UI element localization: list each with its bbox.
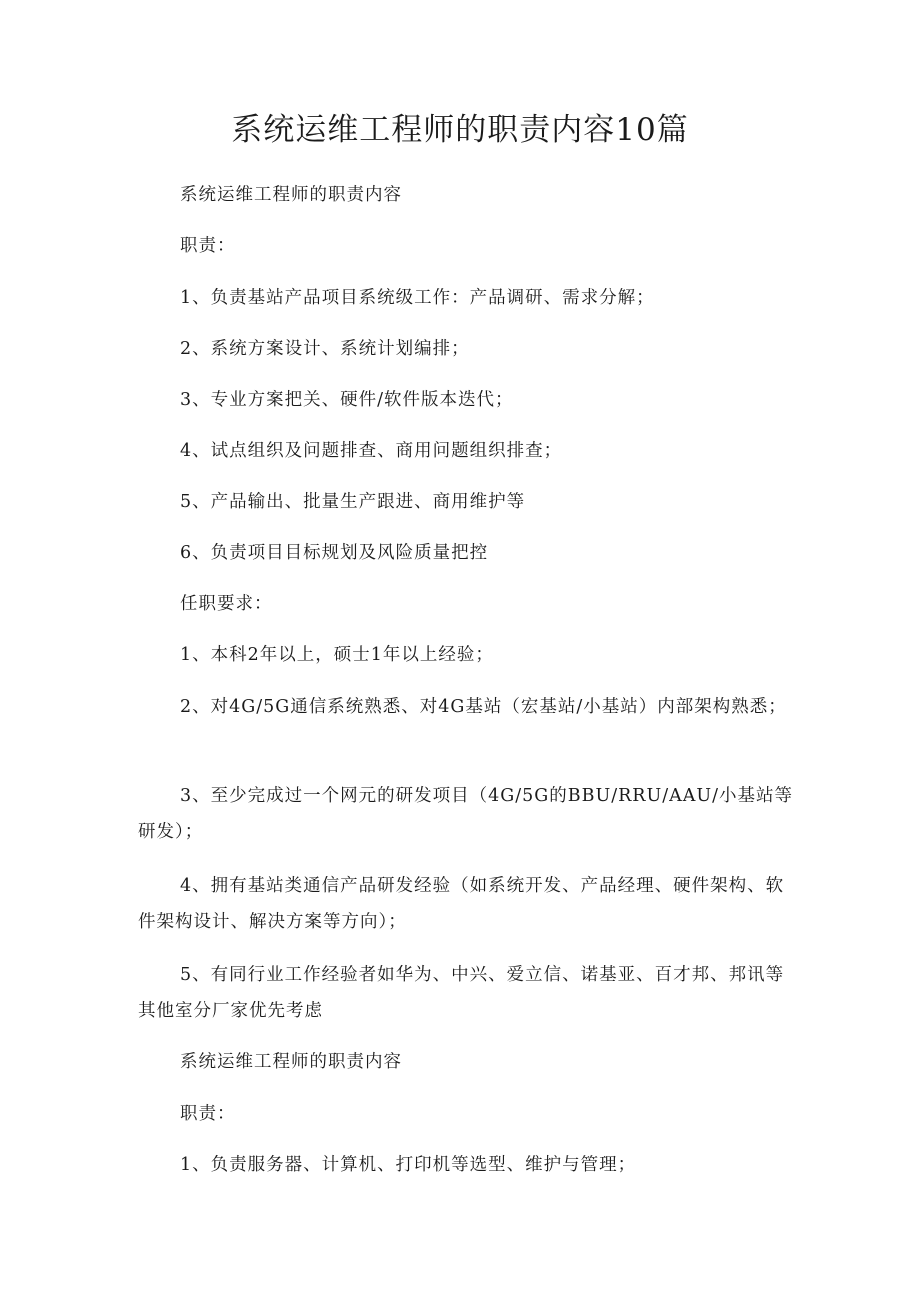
duty-item: 2、系统方案设计、系统计划编排； — [180, 339, 470, 359]
section-heading: 系统运维工程师的职责内容 — [180, 1052, 402, 1072]
duties-label: 职责： — [180, 1104, 236, 1124]
requirement-item: 3、至少完成过一个网元的研发项目（4G/5G的BBU/RRU/AAU/小基站等研发）； — [138, 786, 794, 842]
duty-item: 1、负责服务器、计算机、打印机等选型、维护与管理； — [180, 1155, 637, 1175]
duty-item: 4、试点组织及问题排查、商用问题组织排查； — [180, 441, 563, 461]
duty-item: 3、专业方案把关、硬件/软件版本迭代； — [180, 390, 514, 410]
duty-item: 1、负责基站产品项目系统级工作：产品调研、需求分解； — [180, 288, 655, 308]
requirement-item: 2、对4G/5G通信系统熟悉、对4G基站（宏基站/小基站）内部架构熟悉； — [180, 697, 787, 717]
requirement-item: 5、有同行业工作经验者如华为、中兴、爱立信、诺基亚、百才邦、邦讯等其他室分厂家优先考虑 — [138, 965, 785, 1021]
requirement-item: 1、本科2年以上，硕士1年以上经验； — [180, 645, 494, 665]
duty-item: 5、产品输出、批量生产跟进、商用维护等 — [180, 492, 526, 512]
duty-item: 6、负责项目目标规划及风险质量把控 — [180, 543, 489, 563]
requirements-label: 任职要求： — [180, 594, 273, 614]
section-heading: 系统运维工程师的职责内容 — [180, 185, 402, 205]
requirement-item: 4、拥有基站类通信产品研发经验（如系统开发、产品经理、硬件架构、软件架构设计、解决方案等方向）； — [138, 876, 785, 932]
duties-label: 职责： — [180, 236, 236, 256]
document-title: 系统运维工程师的职责内容10篇 — [231, 112, 689, 148]
